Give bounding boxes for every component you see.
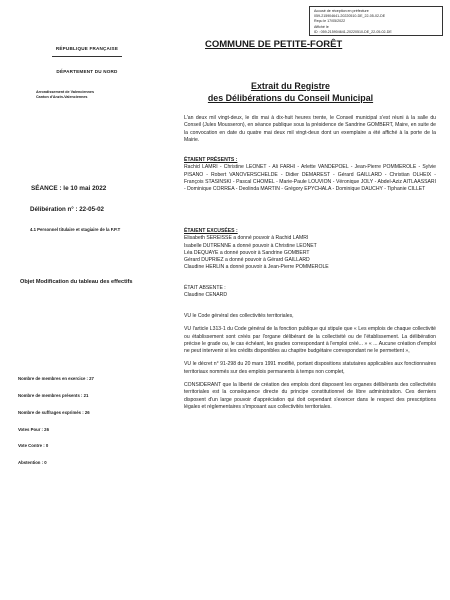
presents-list: Rachid LAMRI - Christine LEONET - Ali FARHI - Arlette VANDEPOEL - Jean-Pierre POMMEROLE - Sylvie PISANO - Robert VANOVERSCHELDE - Didier DEMAREST - Gérard GAILLARD - Christian OLHEIX - François STASINSKI - Pascal CHOMEL - Marie-Paule LOUVION - Véronique JOLY - Abdel-Aziz AITLAASSARI - Dominique CORREA - Deolinda MARTIN - Grégory EPYCHALA - Dominique DAUCHY - Tiphanie CILLET — [184, 164, 436, 193]
departement-heading: DÉPARTEMENT DU NORD — [56, 69, 118, 74]
intro-paragraph: L'an deux mil vingt-deux, le dix mai à dix-huit heures trente, le Conseil municipal s'est réuni à la salle du Conseil (Jules Mousseron), en séance publique sous la présidence de Sandrine GOMBERT, Maire, en suite de la convocation en date du quatre mai deux mil vingt-deux dont un exemplaire a été affiché à la porte de la Mairie. — [184, 115, 436, 143]
absente-heading: ÉTAIT ABSENTE : — [184, 285, 226, 291]
stamp-line: Affiché le — [314, 24, 329, 29]
excuse-item: Isabelle DUTRENNE a donné pouvoir à Christine LEONET — [184, 242, 317, 249]
deliberation-number: Délibération n° : 22-05-02 — [30, 206, 104, 213]
absente-section — [184, 285, 436, 300]
vu-code-general: VU le Code général des collectivités territoriales, — [184, 313, 294, 319]
seance-date: SÉANCE : le 10 mai 2022 — [31, 185, 107, 192]
excuses-section — [184, 228, 436, 272]
deliberation-theme: 4.1 Personnel titulaire et stagiaire de la F.P.T — [30, 227, 121, 232]
vu-article-l313: VU l'article L313-1 du Code général de la fonction publique qui stipule que « Les emplois de chaque collectivité ou établissement sont créés par l'organe délibérant de la collectivité ou de l'établissement. La délibération précise le grade ou, le cas échéant, les grades correspondant à l'emploi créé... » « ... Aucune création d'emploi ne peut intervenir si les crédits disponibles au chapitre budgétaire correspondant ne le permettent », — [184, 326, 436, 355]
objet-text: Objet Modification du tableau des effectifs — [20, 279, 133, 285]
excuse-item: Gérard DUPRIEZ a donné pouvoir à Gérard GAILLARD — [184, 257, 310, 264]
canton-text: Canton d'Anzin-Valenciennes — [36, 95, 88, 100]
stamp-line: Reçu le 17/05/2022 — [314, 19, 346, 24]
stamp-line: Accusé de réception en préfecture — [314, 9, 369, 13]
arrondissement-text: Arrondissement de Valenciennes — [36, 90, 94, 94]
stamp-line: 059-215904641-20220510-DE_22-05-02-DE — [314, 14, 386, 19]
prefecture-receipt-stamp — [309, 6, 443, 36]
presents-section — [184, 157, 436, 193]
count-suffrages: Nombre de suffrages exprimés : 26 — [18, 410, 90, 415]
presents-heading: ÉTAIENT PRÉSENTS : — [184, 157, 238, 163]
count-exercice: Nombre de membres en exercice : 27 — [18, 376, 94, 381]
votes-pour: Votes Pour : 26 — [18, 427, 49, 432]
commune-title: COMMUNE DE PETITE-FORÊT — [205, 39, 343, 50]
absente-name: Claudine CENARD — [184, 292, 228, 299]
header-divider — [52, 56, 122, 57]
legal-section — [184, 313, 436, 417]
republique-heading: RÉPUBLIQUE FRANÇAISE — [55, 46, 119, 51]
excuse-item: Léa DEQUAYE a donné pouvoir à Sandrine GOMBERT — [184, 249, 310, 256]
considerant-paragraph: CONSIDERANT que la liberté de création des emplois dont disposent les organes délibérants des collectivités territoriales est la conséquence directe du principe constitutionnel de libre administration. Ces derniers disposent d'un large pouvoir d'appréciation qui doit cependant s'exercer dans le respect des prescriptions légales et réglementaires s'imposant aux collectivités territoriales. — [184, 382, 436, 410]
excuses-heading: ÉTAIENT EXCUSÉES : — [184, 228, 238, 234]
votes-contre: Vote Contre : 0 — [18, 443, 49, 448]
arrondissement-block — [36, 90, 141, 100]
count-presents: Nombre de membres présents : 21 — [18, 393, 89, 398]
abstention-count: Abstention : 0 — [18, 460, 47, 465]
stamp-line: ID : 059-215904641-20220510-DE_22-05-02-DE — [314, 29, 392, 34]
vu-decret: VU le décret n° 91-298 du 20 mars 1991 modifié, portant dispositions statutaires applicables aux fonctionnaires territoriaux nommés sur des emplois permanents à temps non complet, — [184, 361, 436, 375]
excuse-item: Elisabeth SEREISSE a donné pouvoir à Rachid LAMRI — [184, 235, 309, 242]
extrait-line-2: des Délibérations du Conseil Municipal — [207, 93, 374, 103]
excuse-item: Claudine HERLIN a donné pouvoir à Jean-Pierre POMMEROLE — [184, 264, 329, 271]
extrait-line-1: Extrait du Registre — [251, 81, 330, 91]
extrait-title — [178, 80, 403, 104]
